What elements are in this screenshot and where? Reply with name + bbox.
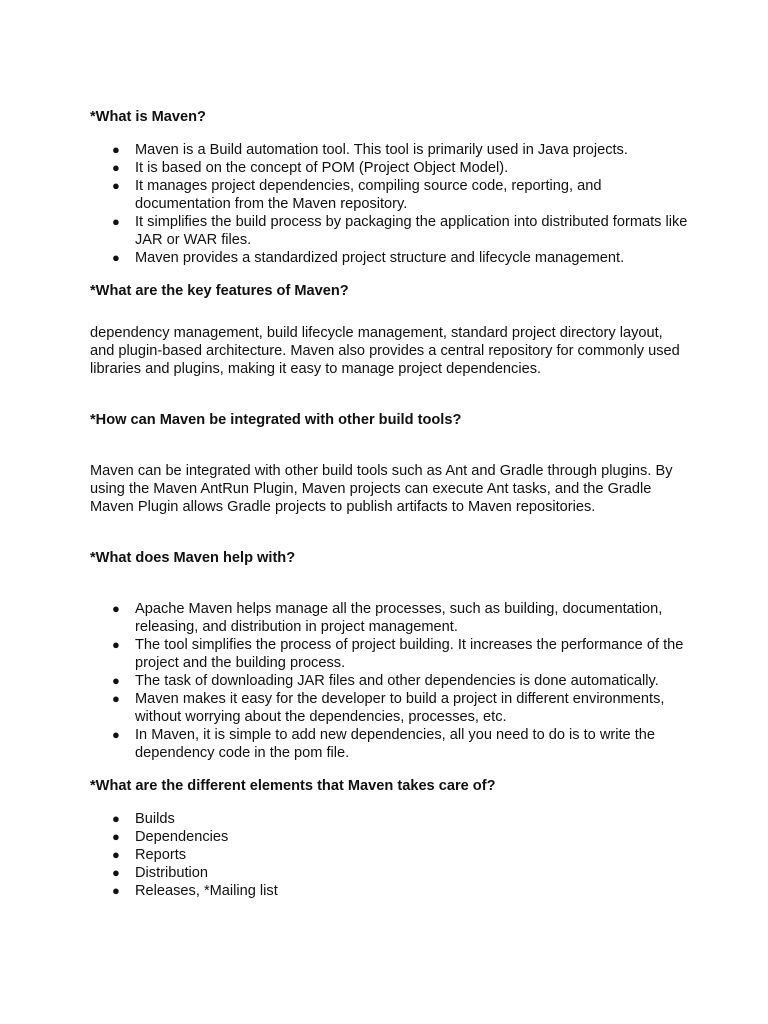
- bullet-icon: ●: [112, 250, 120, 265]
- list-item-text: Maven is a Build automation tool. This tool is primarily used in Java projects.: [135, 142, 628, 158]
- list-item: [90, 690, 690, 726]
- list-item-text: It simplifies the build process by packaging the application into distributed formats like JAR or WAR files.: [135, 214, 688, 248]
- list-item: [90, 141, 690, 159]
- bullet-list-elements: [90, 810, 690, 900]
- bullet-icon: ●: [112, 142, 120, 157]
- list-item: [90, 213, 690, 249]
- list-item-text: Maven makes it easy for the developer to build a project in different environments, without worrying about the dependencies, processes, etc.: [135, 691, 665, 725]
- list-item-text: Dependencies: [135, 829, 229, 845]
- list-item-text: Distribution: [135, 865, 208, 881]
- document-page: [90, 108, 690, 900]
- section-heading-integration: *How can Maven be integrated with other build tools?: [90, 412, 462, 428]
- list-item-text: Maven provides a standardized project structure and lifecycle management.: [135, 250, 625, 266]
- list-item-text: In Maven, it is simple to add new dependencies, all you need to do is to write the dependency code in the pom file.: [135, 727, 656, 761]
- list-item: [90, 810, 690, 828]
- list-item: [90, 846, 690, 864]
- list-item: [90, 636, 690, 672]
- bullet-icon: ●: [112, 727, 120, 742]
- list-item: [90, 672, 690, 690]
- bullet-list-what-maven-helps: [90, 600, 690, 762]
- list-item: [90, 882, 690, 900]
- bullet-icon: ●: [112, 691, 120, 706]
- section-heading-key-features: *What are the key features of Maven?: [90, 283, 349, 299]
- list-item: [90, 726, 690, 762]
- list-item-text: Builds: [135, 811, 175, 827]
- bullet-icon: ●: [112, 673, 120, 688]
- list-item: [90, 864, 690, 882]
- bullet-icon: ●: [112, 829, 120, 844]
- list-item-text: Reports: [135, 847, 187, 863]
- bullet-icon: ●: [112, 178, 120, 193]
- list-item: [90, 177, 690, 213]
- list-item: [90, 828, 690, 846]
- list-item-text: The tool simplifies the process of project building. It increases the performance of the project and the building process.: [135, 637, 684, 671]
- paragraph-key-features: dependency management, build lifecycle management, standard project directory layout, and plugin-based architecture. Maven also provides a central repository for commonly used libraries and plugins, making it easy to manage project dependencies.: [90, 325, 680, 377]
- bullet-icon: ●: [112, 847, 120, 862]
- list-item-text: The task of downloading JAR files and other dependencies is done automatically.: [135, 673, 659, 689]
- list-item-text: Releases, *Mailing list: [135, 883, 278, 899]
- bullet-icon: ●: [112, 214, 120, 229]
- bullet-icon: ●: [112, 811, 120, 826]
- bullet-list-what-is-maven: [90, 141, 690, 267]
- list-item: [90, 600, 690, 636]
- section-heading-what-is-maven: *What is Maven?: [90, 109, 206, 125]
- bullet-icon: ●: [112, 865, 120, 880]
- list-item-text: Apache Maven helps manage all the processes, such as building, documentation, releasing, and distribution in project management.: [135, 601, 663, 635]
- list-item: [90, 159, 690, 177]
- section-heading-what-maven-helps: *What does Maven help with?: [90, 550, 296, 566]
- bullet-icon: ●: [112, 160, 120, 175]
- list-item-text: It manages project dependencies, compiling source code, reporting, and documentation from the Maven repository.: [135, 178, 602, 212]
- list-item: [90, 249, 690, 267]
- bullet-icon: ●: [112, 637, 120, 652]
- bullet-icon: ●: [112, 601, 120, 616]
- bullet-icon: ●: [112, 883, 120, 898]
- list-item-text: It is based on the concept of POM (Project Object Model).: [135, 160, 509, 176]
- paragraph-integration: Maven can be integrated with other build tools such as Ant and Gradle through plugins. By using the Maven AntRun Plugin, Maven projects can execute Ant tasks, and the Gradle Maven Plugin allows Gradle projects to publish artifacts to Maven repositories.: [90, 463, 673, 515]
- section-heading-elements: *What are the different elements that Maven takes care of?: [90, 778, 496, 794]
